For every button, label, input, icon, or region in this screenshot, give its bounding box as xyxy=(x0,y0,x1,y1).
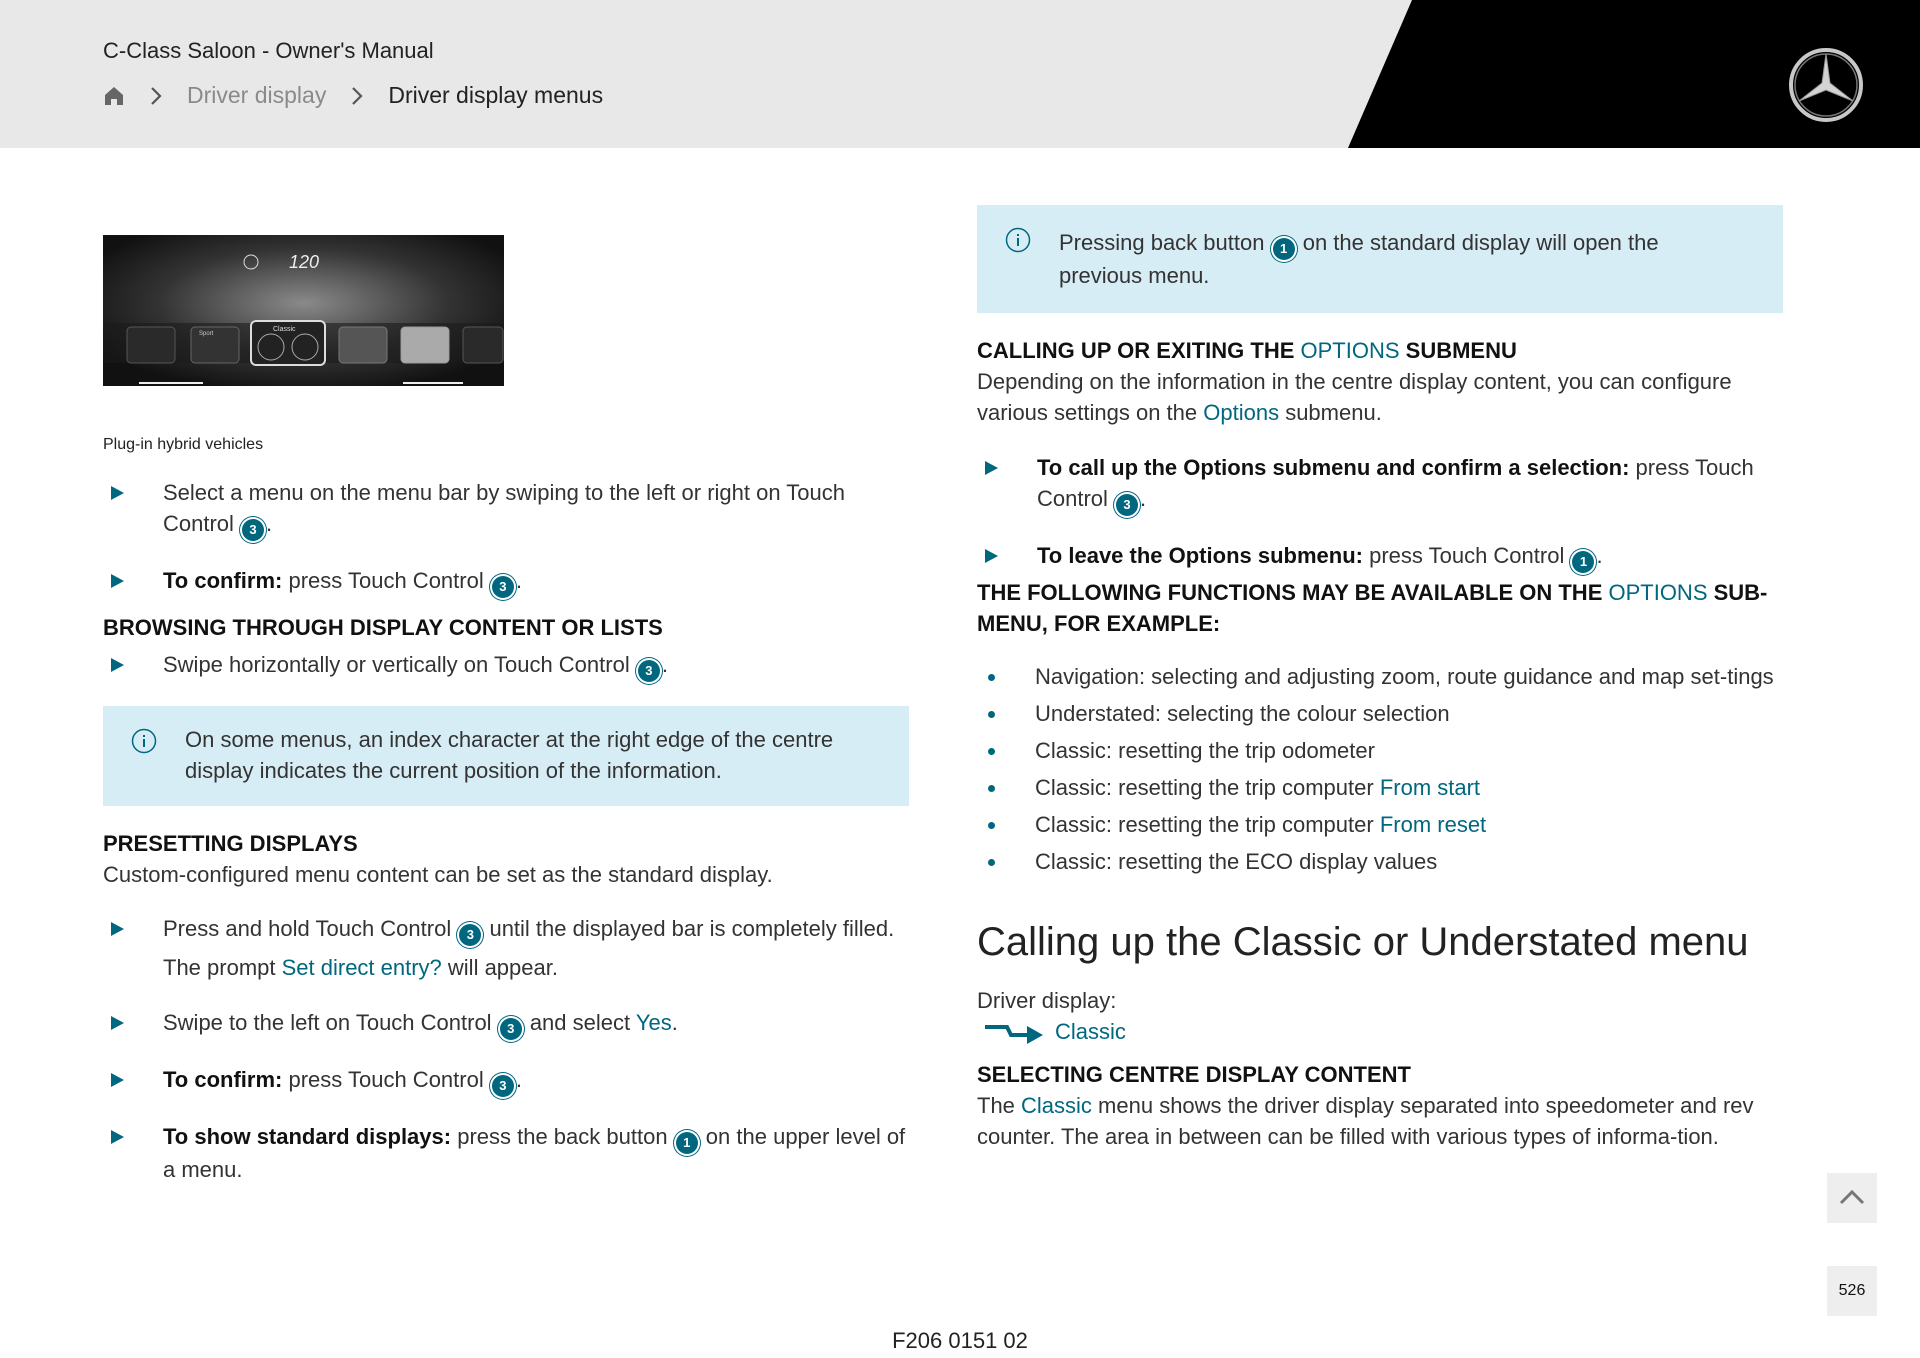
step-call-up-options: To call up the Options submenu and confirm a selection: press Touch Control 3 . xyxy=(977,452,1783,516)
step-confirm: To confirm: press Touch Control 3 . xyxy=(103,565,909,598)
prompt-line: The prompt Set direct entry? will appear. xyxy=(163,955,558,980)
info-box-index: On some menus, an index character at the right edge of the centre display indicates the current position of the information. xyxy=(103,706,909,806)
step-leave-options: To leave the Options submenu: press Touch Control 1 . xyxy=(977,540,1783,573)
touch-control-number-badge: 3 xyxy=(1116,494,1138,516)
step-arrow-icon xyxy=(985,549,998,563)
list-item: Classic: resetting the trip computer From start xyxy=(977,772,1783,803)
left-column xyxy=(103,235,909,1185)
functions-heading: THE FOLLOWING FUNCTIONS MAY BE AVAILABLE ON THE OPTIONS SUB-MENU, FOR EXAMPLE: xyxy=(977,580,1768,636)
presetting-text: Custom-configured menu content can be set as the standard display. xyxy=(103,862,773,887)
image-caption: Plug-in hybrid vehicles xyxy=(103,436,264,453)
selecting-content-heading: SELECTING CENTRE DISPLAY CONTENT xyxy=(977,1062,1411,1087)
bullet-dot-icon xyxy=(988,822,995,829)
from-reset-option: From reset xyxy=(1379,812,1487,837)
manual-title: C-Class Saloon - Owner's Manual xyxy=(103,38,434,63)
info-box-back-button: Pressing back button 1 on the standard display will open the previous menu. xyxy=(977,205,1783,313)
chevron-up-icon xyxy=(1827,1173,1877,1223)
cockpit-illustration xyxy=(103,235,504,386)
menu-path-label: Driver display: xyxy=(977,988,1117,1013)
step-swipe-left: Swipe to the left on Touch Control 3 and select Yes. xyxy=(103,1007,909,1040)
options-submenu-heading: CALLING UP OR EXITING THE OPTIONS SUBMENU xyxy=(977,338,1517,363)
step-swipe: Swipe horizontally or vertically on Touch Control 3 . xyxy=(103,649,909,682)
bullet-dot-icon xyxy=(988,785,995,792)
path-arrow-icon xyxy=(977,1019,1047,1045)
set-direct-entry-prompt: Set direct entry? xyxy=(281,955,442,980)
options-submenu-text: Depending on the information in the centre display content, you can configure various settings on the Options submenu. xyxy=(977,369,1732,425)
step-arrow-icon xyxy=(111,658,124,672)
functions-list xyxy=(977,661,1783,877)
step-arrow-icon xyxy=(111,1130,124,1144)
step-arrow-icon xyxy=(111,574,124,588)
svg-text:Sport: Sport xyxy=(199,331,214,337)
step-arrow-icon xyxy=(111,1016,124,1030)
step-arrow-icon xyxy=(111,486,124,500)
list-item: Classic: resetting the ECO display values xyxy=(977,846,1783,877)
breadcrumb xyxy=(103,82,603,109)
touch-control-number-badge: 3 xyxy=(242,519,264,541)
touch-control-number-badge: 3 xyxy=(500,1018,522,1040)
info-icon xyxy=(1005,227,1031,253)
info-icon xyxy=(131,728,157,754)
driver-display-image xyxy=(103,235,504,386)
svg-text:Classic: Classic xyxy=(273,326,296,333)
menu-path xyxy=(977,1016,1783,1047)
breadcrumb-item-driver-display[interactable]: Driver display xyxy=(187,82,327,108)
step-show-standard: To show standard displays: press the back button 1 on the upper level of a menu. xyxy=(103,1121,909,1185)
footer-document-code: F206 0151 02 xyxy=(892,1328,1028,1353)
bullet-dot-icon xyxy=(988,859,995,866)
step-press-hold: Press and hold Touch Control 3 until the displayed bar is completely filled. The prompt Set direct entry? will appear. xyxy=(103,913,909,983)
from-start-option: From start xyxy=(1379,775,1481,800)
classic-menu-link[interactable]: Classic xyxy=(1055,1019,1126,1044)
page-number: 526 xyxy=(1827,1266,1877,1316)
back-button-number-badge: 1 xyxy=(1273,238,1295,260)
back-button-number-badge: 1 xyxy=(1572,551,1594,573)
bullet-dot-icon xyxy=(988,748,995,755)
step-arrow-icon xyxy=(111,922,124,936)
back-button-number-badge: 1 xyxy=(676,1132,698,1154)
list-item: Navigation: selecting and adjusting zoom, route guidance and map set-tings xyxy=(977,661,1783,692)
selecting-content-text: The Classic menu shows the driver display separated into speedometer and rev counter. The area in between can be filled with various types of informa-tion. xyxy=(977,1093,1754,1149)
list-item: Classic: resetting the trip odometer xyxy=(977,735,1783,766)
bullet-dot-icon xyxy=(988,711,995,718)
touch-control-number-badge: 3 xyxy=(492,1075,514,1097)
chevron-right-icon xyxy=(149,86,163,106)
step-arrow-icon xyxy=(111,1073,124,1087)
speed-readout: 120 xyxy=(289,252,320,272)
list-item: Classic: resetting the trip computer From reset xyxy=(977,809,1783,840)
bullet-dot-icon xyxy=(988,674,995,681)
right-column xyxy=(977,205,1783,1152)
presetting-heading: PRESETTING DISPLAYS xyxy=(103,831,358,856)
chevron-right-icon xyxy=(350,86,364,106)
yes-option: Yes xyxy=(635,1010,672,1035)
touch-control-number-badge: 3 xyxy=(638,660,660,682)
breadcrumb-item-current: Driver display menus xyxy=(388,82,604,108)
step-arrow-icon xyxy=(985,461,998,475)
scroll-to-top-button[interactable] xyxy=(1827,1173,1877,1223)
step-confirm-preset: To confirm: press Touch Control 3 . xyxy=(103,1064,909,1097)
step-select-menu: Select a menu on the menu bar by swiping to the left or right on Touch Control 3 . xyxy=(103,477,909,541)
mercedes-star-logo xyxy=(1787,46,1865,124)
home-icon[interactable] xyxy=(103,85,125,107)
touch-control-number-badge: 3 xyxy=(459,924,481,946)
browse-heading: BROWSING THROUGH DISPLAY CONTENT OR LISTS xyxy=(103,615,663,640)
touch-control-number-badge: 3 xyxy=(492,576,514,598)
list-item: Understated: selecting the colour selection xyxy=(977,698,1783,729)
section-title: Calling up the Classic or Understated menu xyxy=(977,920,1749,964)
